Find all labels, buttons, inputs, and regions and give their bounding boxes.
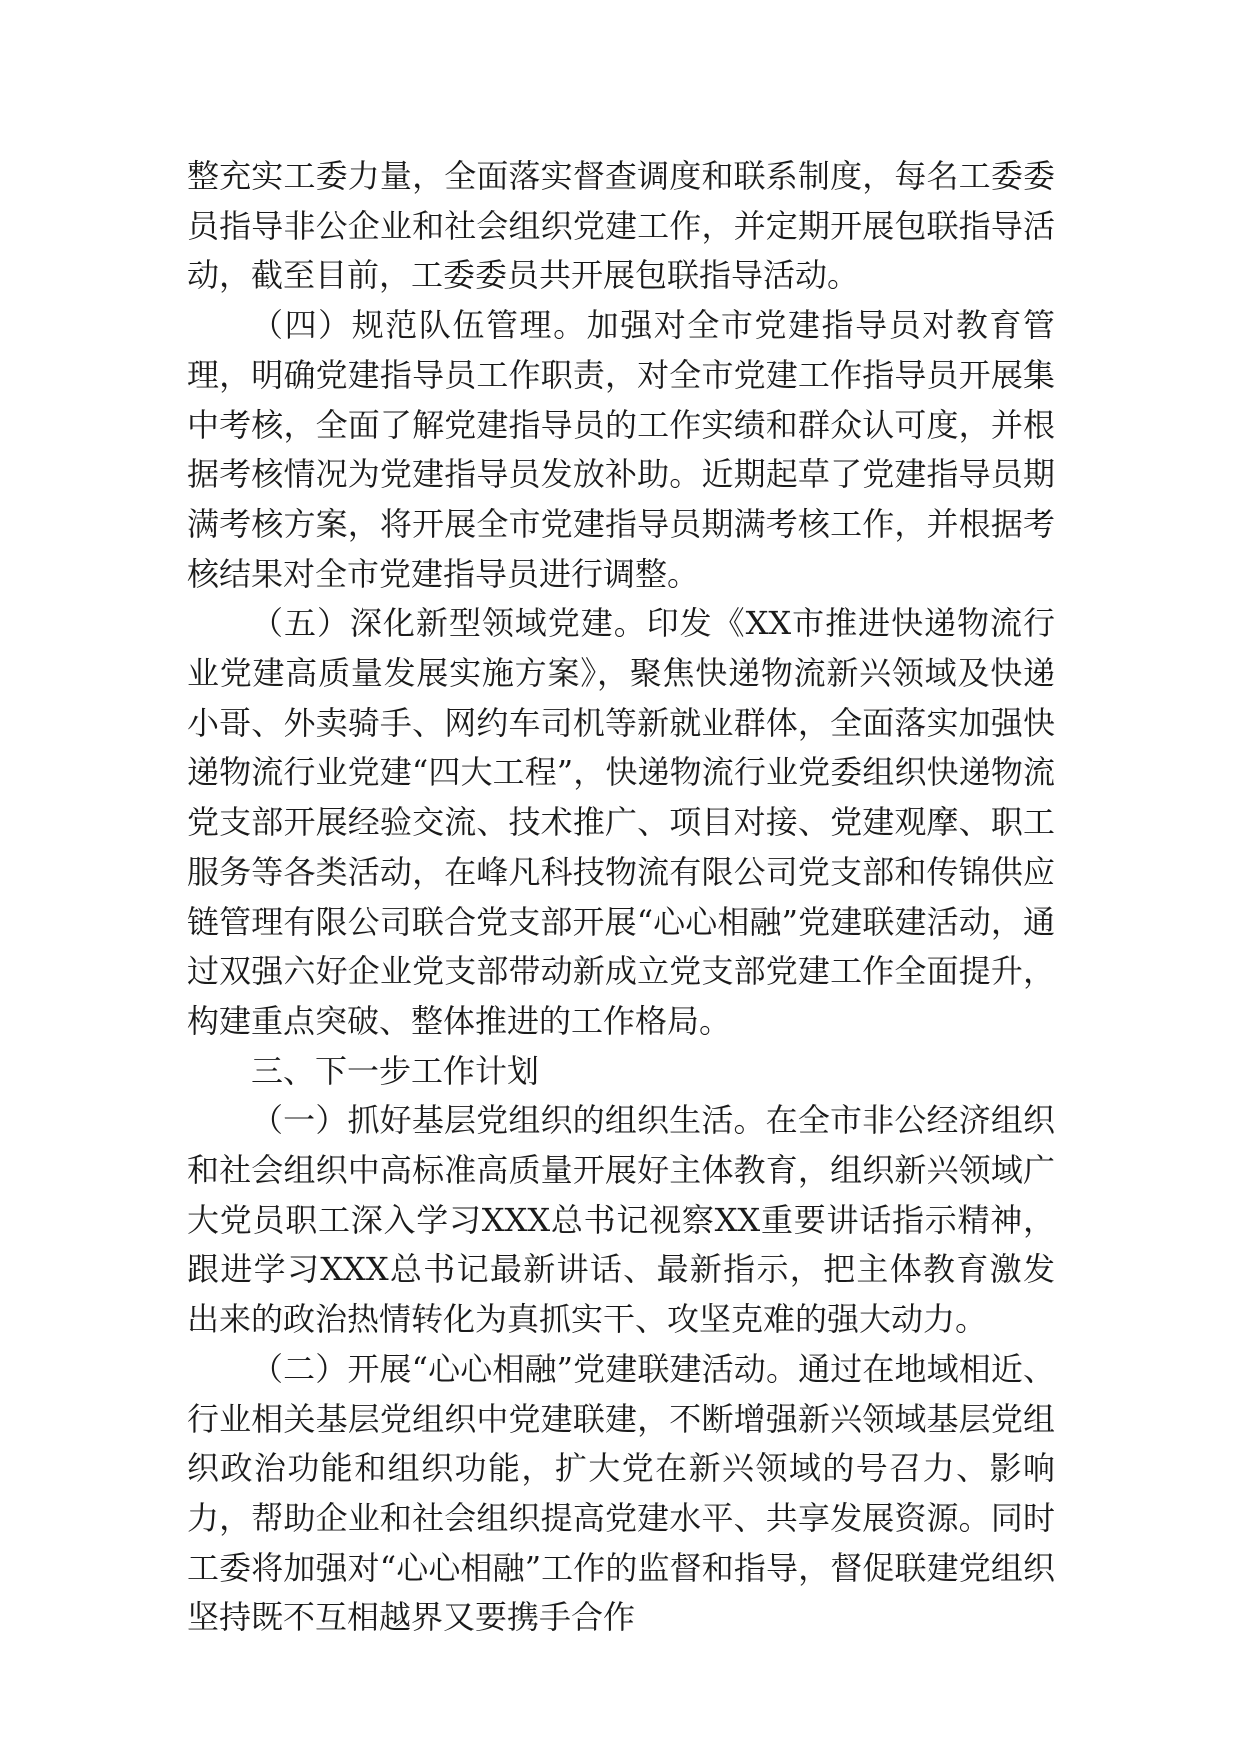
document-body <box>187 152 1055 1643</box>
paragraph-organizational-life: （一）抓好基层党组织的组织生活。在全市非公经济组织和社会组织中高标准高质量开展好主体教育，组织新兴领域广大党员职工深入学习XXX总书记视察XX重要讲话指示精神，跟进学习XXX总书记最新讲话、最新指示，把主体教育激发出来的政治热情转化为真抓实干、攻坚克难的强大动力。 <box>187 1101 1055 1339</box>
paragraph-team-management: （四）规范队伍管理。加强对全市党建指导员对教育管理，明确党建指导员工作职责，对全市党建工作指导员开展集中考核，全面了解党建指导员的工作实绩和群众认可度，并根据考核情况为党建指导员发放补助。近期起草了党建指导员期满考核方案，将开展全市党建指导员期满考核工作，并根据考核结果对全市党建指导员进行调整。 <box>187 306 1055 593</box>
section-heading-next-steps: 三、下一步工作计划 <box>251 1051 540 1090</box>
paragraph-new-field-party-building: （五）深化新型领域党建。印发《XX市推进快递物流行业党建高质量发展实施方案》，聚焦快递物流新兴领域及快递小哥、外卖骑手、网约车司机等新就业群体，全面落实加强快递物流行业党建“四大工程”，快递物流行业党委组织快递物流党支部开展经验交流、技术推广、项目对接、党建观摩、职工服务等各类活动，在峰凡科技物流有限公司党支部和传锦供应链管理有限公司联合党支部开展“心心相融”党建联建活动，通过双强六好企业党支部带动新成立党支部党建工作全面提升，构建重点突破、整体推进的工作格局。 <box>187 604 1055 1040</box>
paragraph-joint-building-activity: （二）开展“心心相融”党建联建活动。通过在地域相近、行业相关基层党组织中党建联建，不断增强新兴领域基层党组织政治功能和组织功能，扩大党在新兴领域的号召力、影响力，帮助企业和社会组织提高党建水平、共享发展资源。同时工委将加强对“心心相融”工作的监督和指导，督促联建党组织坚持既不互相越界又要携手合作 <box>187 1349 1055 1637</box>
paragraph-staffing-continued: 整充实工委力量，全面落实督查调度和联系制度，每名工委委员指导非公企业和社会组织党建工作，并定期开展包联指导活动，截至目前，工委委员共开展包联指导活动。 <box>187 157 1055 295</box>
